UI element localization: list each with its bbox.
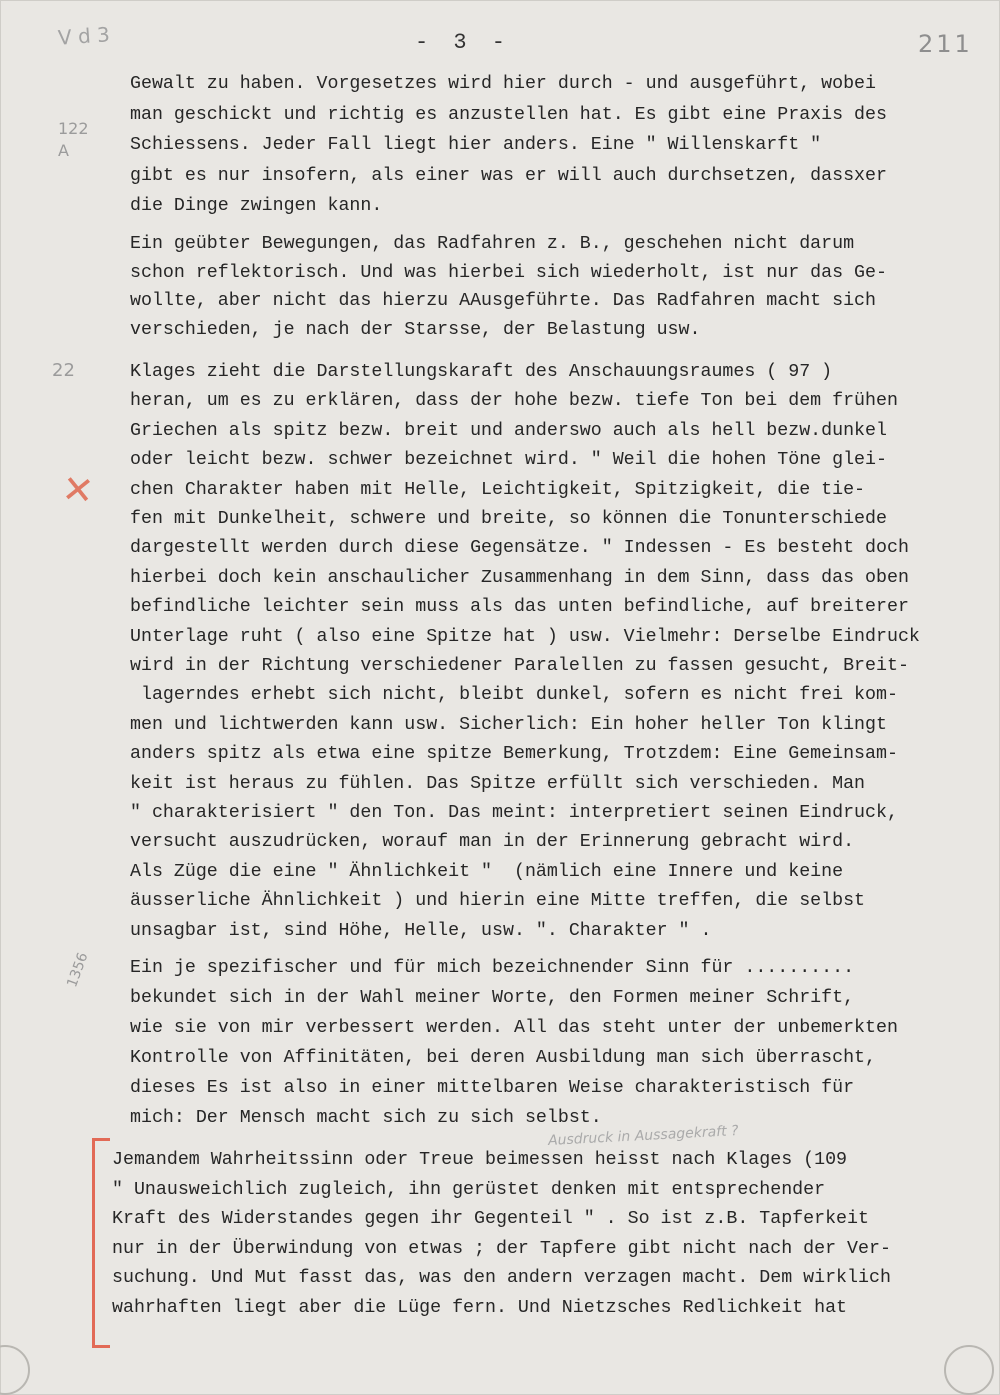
text-line: men und lichtwerden kann usw. Sicherlich: Ein hoher heller Ton klingt [130,714,887,735]
text-line: Als Züge die eine " Ähnlichkeit " (nämlich eine Innere und keine [130,861,844,882]
text-line: schon reflektorisch. Und was hierbei sich wiederholt, ist nur das Ge- [130,262,887,283]
text-line: bekundet sich in der Wahl meiner Worte, den Formen meiner Schrift, [130,988,855,1008]
text-line: hierbei doch kein anschaulicher Zusammenhang in dem Sinn, dass das oben [130,567,909,588]
text-line: äusserliche Ähnlichkeit ) und hierin eine Mitte treffen, die selbst [130,891,866,912]
text-line: Gewalt zu haben. Vorgesetzes wird hier durch - und ausgeführt, wobei [130,74,876,94]
text-line: heran, um es zu erklären, dass der hohe bezw. tiefe Ton bei dem frühen [130,391,898,412]
margin-note-122: 122 A [58,119,89,160]
text-line: wird in der Richtung verschiedener Paralellen zu fassen gesucht, Breit- [130,656,909,676]
text-line: wollte, aber nicht das hierzu AAusgeführte. Das Radfahren macht sich [130,291,876,311]
text-line: versucht auszudrücken, worauf man in der Erinnerung gebracht wird. [130,832,855,853]
text-line: Unterlage ruht ( also eine Spitze hat ) usw. Vielmehr: Derselbe Eindruck [130,626,920,647]
pencil-note: Ausdruck in Aussagekraft ? [547,1123,739,1149]
text-line: man geschickt und richtig es anzustellen hat. Es gibt eine Praxis des [130,104,887,125]
staple-mark-bottom-left [0,1345,30,1395]
top-right-note: 211 [918,30,973,58]
text-line: Kontrolle von Affinitäten, bei deren Ausbildung man sich überrascht, [130,1048,876,1068]
text-line: die Dinge zwingen kann. [130,196,383,216]
text-line: Griechen als spitz bezw. breit und anderswo auch als hell bezw.dunkel [130,420,887,441]
text-line: dieses Es ist also in einer mittelbaren Weise charakteristisch für [130,1078,855,1098]
margin-note-1356: 1356 [64,950,92,990]
red-bracket-bottom [92,1345,110,1348]
text-line: Klages zieht die Darstellungskaraft des Anschauungsraumes ( 97 ) [130,362,833,382]
text-line: oder leicht bezw. schwer bezeichnet wird. " Weil die hohen Töne glei- [130,450,887,471]
text-line: Ein je spezifischer und für mich bezeichnender Sinn für .......... [130,958,855,978]
text-line: keit ist heraus zu fühlen. Das Spitze erfüllt sich verschieden. Man [130,773,866,794]
text-line: Ein geübter Bewegungen, das Radfahren z. B., geschehen nicht darum [130,234,855,254]
text-line: wahrhaften liegt aber die Lüge fern. Und Nietzsches Redlichkeit hat [112,1298,848,1318]
text-line: wie sie von mir verbessert werden. All das steht unter der unbemerkten [130,1018,898,1038]
text-line: Schiessens. Jeder Fall liegt hier anders. Eine " Willenskarft " [130,135,822,155]
text-line: " Unausweichlich zugleich, ihn gerüstet denken mit entsprechender [112,1179,826,1200]
text-line: nur in der Überwindung von etwas ; der Tapfere gibt nicht nach der Ver- [112,1238,891,1259]
top-left-note: V d 3 [57,22,111,50]
page-number: - 3 - [415,30,512,55]
text-line: unsagbar ist, sind Höhe, Helle, usw. ". Charakter " . [130,920,712,941]
staple-mark-bottom-right [944,1345,994,1395]
text-line: lagerndes erhebt sich nicht, bleibt dunkel, sofern es nicht frei kom- [130,685,898,706]
text-line: Kraft des Widerstandes gegen ihr Gegenteil " . So ist z.B. Tapferkeit [112,1209,869,1230]
text-line: Jemandem Wahrheitssinn oder Treue beimessen heisst nach Klages (109 [112,1150,848,1170]
text-line: suchung. Und Mut fasst das, was den andern verzagen macht. Dem wirklich [112,1268,891,1289]
text-line: anders spitz als etwa eine spitze Bemerkung, Trotzdem: Eine Gemeinsam- [130,744,898,765]
text-line: verschieden, je nach der Starsse, der Belastung usw. [130,319,701,340]
red-bracket-top [92,1138,110,1141]
red-cross-mark: ✕ [59,466,97,514]
red-margin-bracket [92,1138,103,1348]
text-line: befindliche leichter sein muss als das unten befindliche, auf breiterer [130,597,909,618]
text-line: " charakterisiert " den Ton. Das meint: interpretiert seinen Eindruck, [130,803,898,823]
margin-note-22: 22 [52,360,75,381]
text-line: gibt es nur insofern, als einer was er will auch durchsetzen, dassxer [130,165,887,186]
text-line: chen Charakter haben mit Helle, Leichtigkeit, Spitzigkeit, die tie- [130,479,866,500]
text-line: fen mit Dunkelheit, schwere und breite, so können die Tonunterschiede [130,509,887,529]
text-line: dargestellt werden durch diese Gegensätze. " Indessen - Es besteht doch [130,538,909,559]
text-line: mich: Der Mensch macht sich zu sich selbst. [130,1108,602,1128]
